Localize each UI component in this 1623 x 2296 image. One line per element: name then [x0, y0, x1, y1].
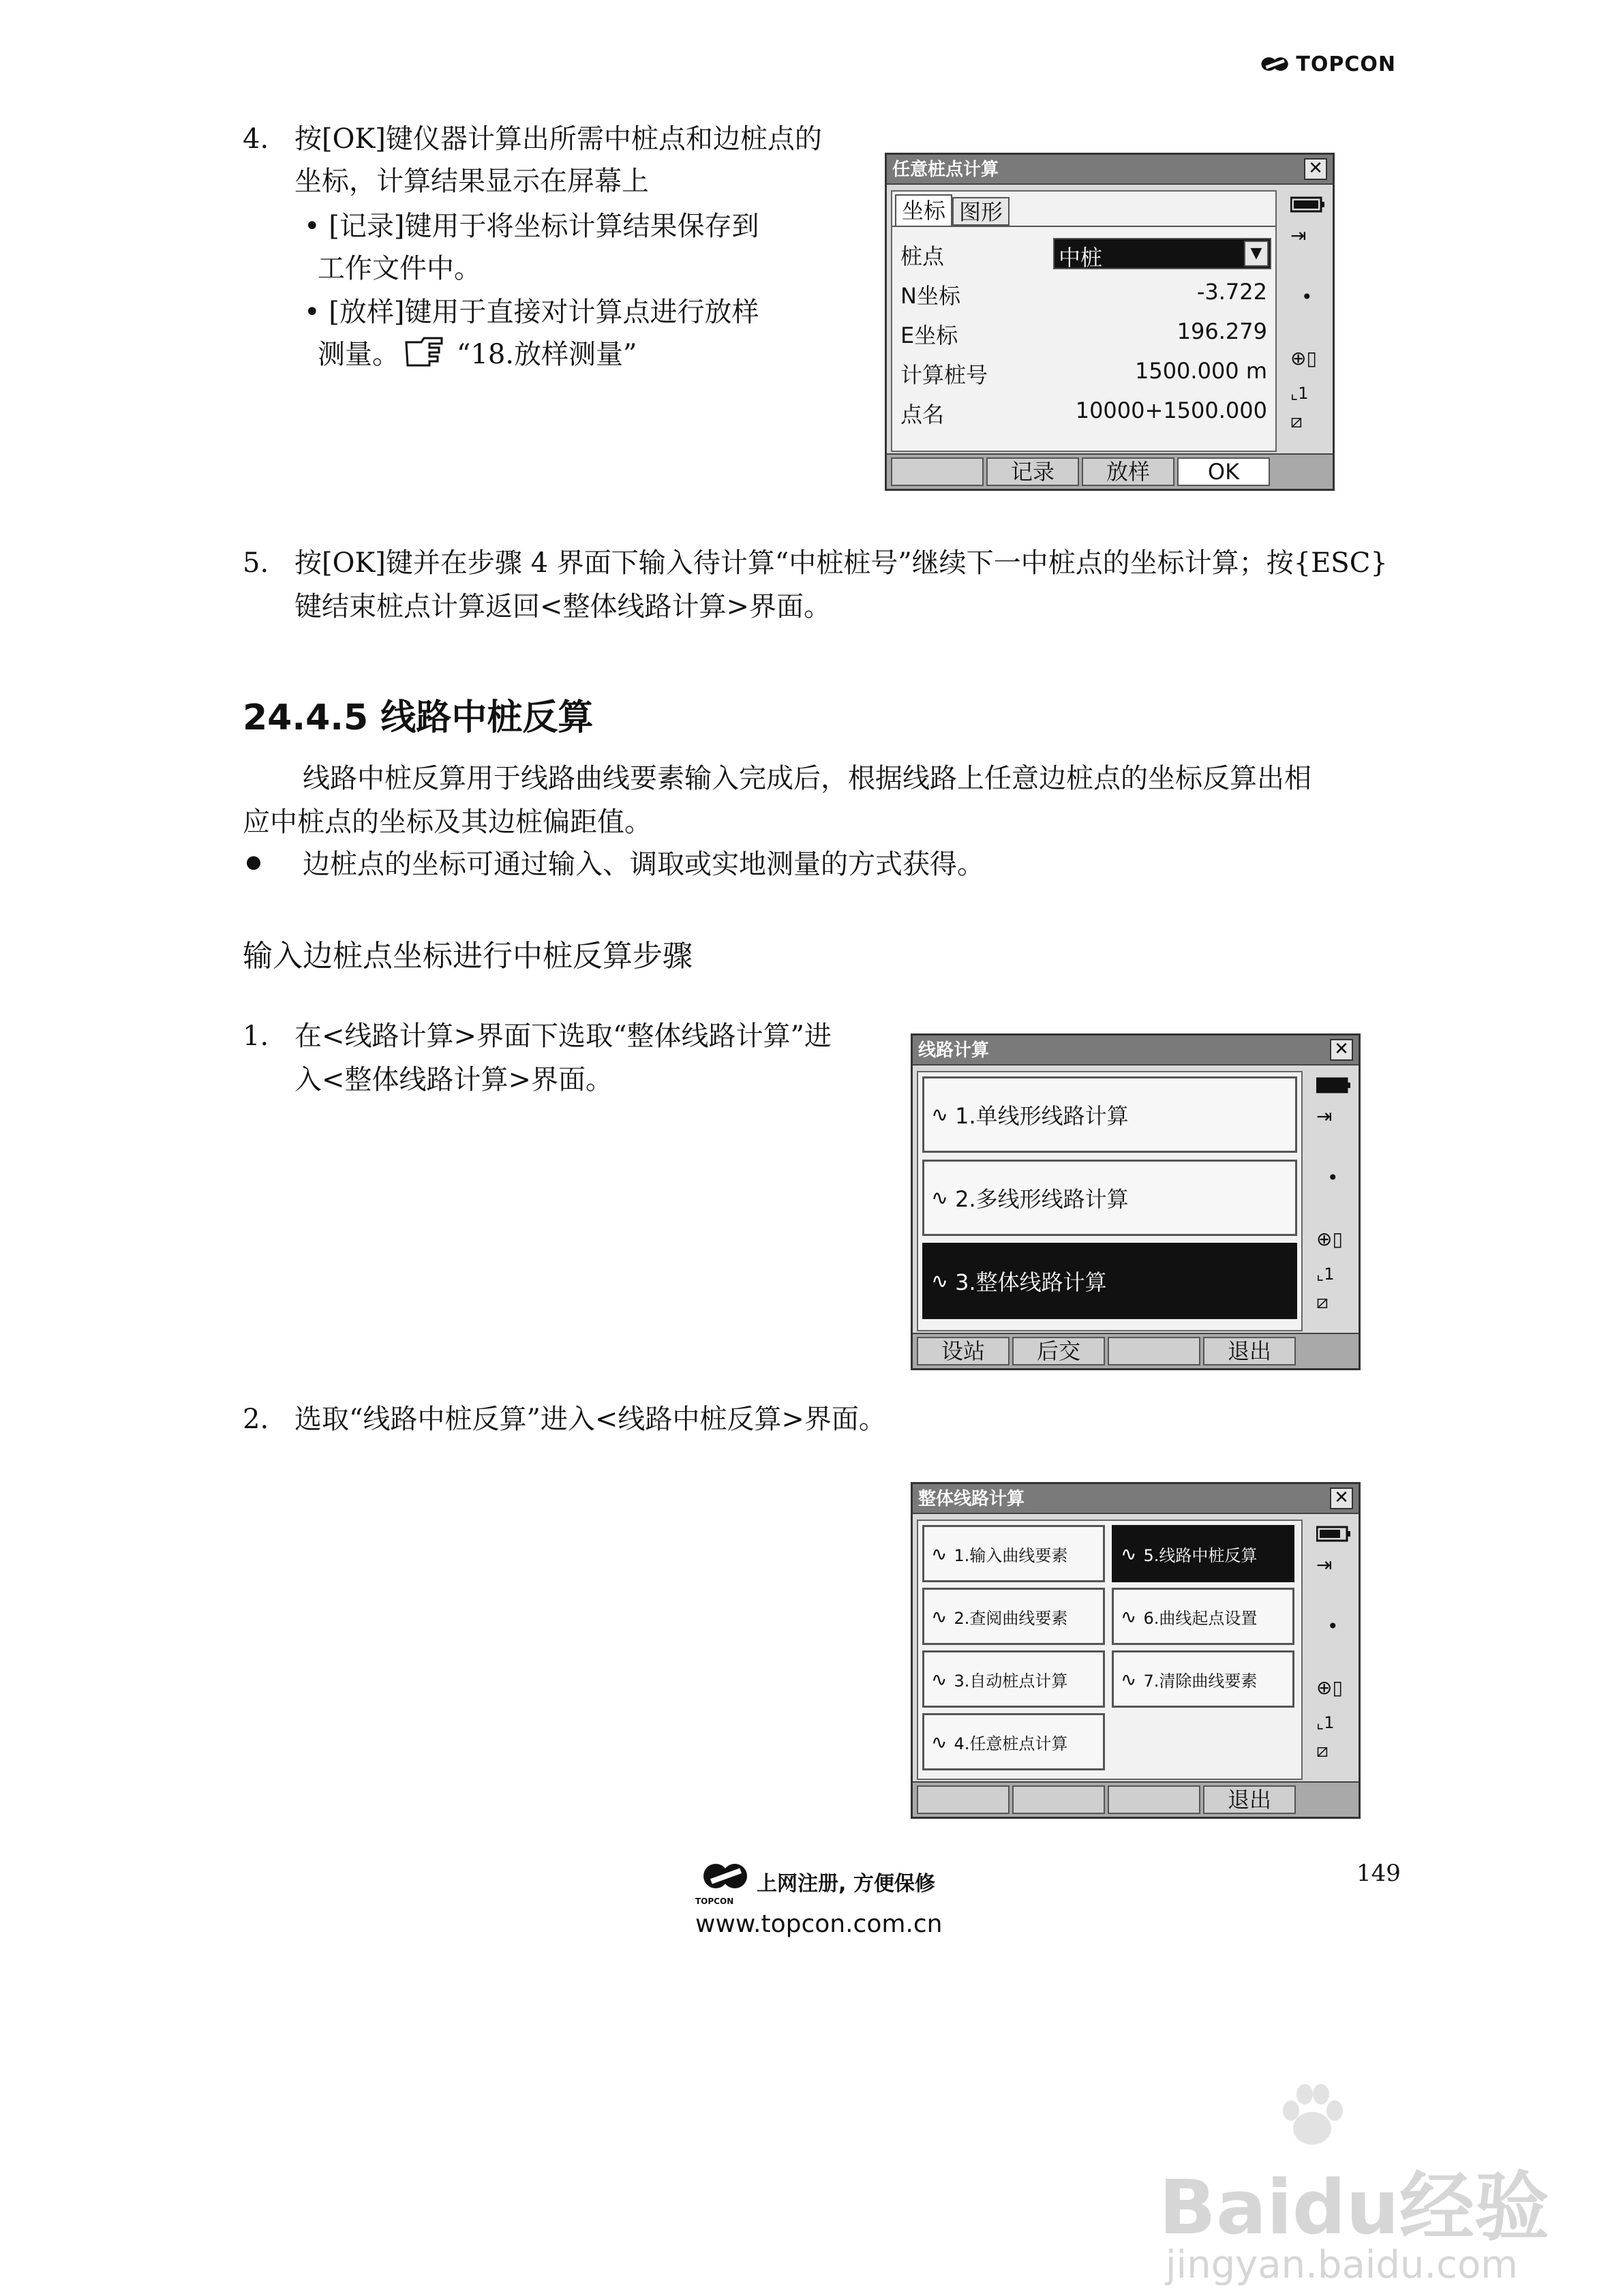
footer-slogan: 上网注册, 方便保修	[757, 1872, 935, 1896]
step2-number: 2.	[243, 1404, 269, 1435]
input-mode-icon: ⇥	[1290, 224, 1307, 247]
step4-line1: 按[OK]键仪器计算出所需中桩点和边桩点的	[294, 123, 822, 155]
menu-item-clear-curve[interactable]: ∿ 7.清除曲线要素	[1112, 1650, 1294, 1708]
value-point-name: 10000+1500.000	[1075, 397, 1267, 423]
screen1-status-bar	[1284, 190, 1331, 452]
menu-item-multi-alignment[interactable]: ∿ 2.多线形线路计算	[922, 1160, 1297, 1236]
pen-icon: ⧄	[1316, 1739, 1329, 1762]
curve-icon: ∿	[931, 1185, 949, 1210]
stake-point-select[interactable]	[1053, 238, 1271, 269]
status-dot-icon: •	[1327, 1615, 1339, 1637]
window-title: 任意桩点计算	[887, 155, 1333, 185]
screen-route-calc	[911, 1033, 1361, 1370]
curve-icon: ∿	[1121, 1605, 1137, 1628]
softkey-exit[interactable]: 退出	[1203, 1337, 1296, 1365]
value-n-coordinate: -3.722	[1196, 279, 1267, 305]
softkey-blank[interactable]	[1108, 1337, 1200, 1365]
step4-line2: 坐标，计算结果显示在屏幕上	[294, 166, 649, 197]
tab-graphic[interactable]: 图形	[952, 197, 1010, 226]
pen-icon: ⧄	[1316, 1290, 1329, 1313]
topcon-header-logo	[1260, 45, 1396, 83]
step5-line1: 按[OK]键并在步骤 4 界面下输入待计算“中桩桩号”继续下一中桩点的坐标计算；按{ESC}	[294, 547, 1388, 579]
status-dot-icon: •	[1327, 1166, 1339, 1189]
screen-whole-route-calc	[911, 1482, 1361, 1819]
softkey-stakeout[interactable]: 放样	[1082, 457, 1174, 486]
chevron-down-icon[interactable]: ▼	[1244, 241, 1269, 267]
section-para-line2: 应中桩点的坐标及其边桩偏距值。	[243, 806, 652, 838]
footer-logo	[695, 1854, 941, 1950]
prism-target-icon: ⊕▯	[1316, 1676, 1343, 1699]
status-dot-icon: •	[1301, 286, 1313, 308]
softkey-resection[interactable]: 后交	[1012, 1337, 1105, 1365]
section-bullet: 边桩点的坐标可通过输入、调取或实地测量的方式获得。	[303, 849, 984, 880]
value-calc-station: 1500.000 m	[1134, 358, 1267, 384]
curve-icon: ∿	[1121, 1542, 1137, 1565]
screen3-status-bar	[1309, 1520, 1357, 1780]
menu-item-curve-start[interactable]: ∿ 6.曲线起点设置	[1112, 1588, 1294, 1645]
softkey-ok[interactable]: OK	[1177, 457, 1270, 486]
prism-constant-icon: ⌞1	[1316, 1713, 1335, 1732]
battery-icon	[1290, 196, 1326, 218]
step4-number: 4.	[243, 123, 269, 155]
label-e-coordinate: E坐标	[900, 322, 958, 348]
page-number: 149	[1356, 1860, 1401, 1887]
curve-icon: ∿	[931, 1667, 947, 1691]
step5-number: 5.	[243, 547, 269, 579]
step5-line2: 键结束桩点计算返回<整体线路计算>界面。	[294, 591, 832, 622]
tab-coordinates[interactable]: 坐标	[895, 194, 952, 226]
step4-bullet1-line2: 工作文件中。	[318, 253, 481, 284]
bullet-dot	[247, 856, 260, 870]
label-point-name: 点名	[900, 402, 945, 427]
battery-icon	[1316, 1525, 1352, 1547]
menu-item-auto-stake[interactable]: ∿ 3.自动桩点计算	[922, 1650, 1105, 1708]
step1-line2: 入<整体线路计算>界面。	[294, 1064, 613, 1096]
label-calc-station: 计算桩号	[900, 362, 988, 388]
window-title: 整体线路计算	[913, 1484, 1359, 1514]
softkey-blank-1[interactable]	[917, 1785, 1010, 1814]
step2-line1: 选取“线路中桩反算”进入<线路中桩反算>界面。	[294, 1404, 886, 1435]
section-heading: 24.4.5 线路中桩反算	[243, 697, 594, 738]
paw-watermark-icon	[1275, 2079, 1350, 2154]
screen2-status-bar	[1309, 1071, 1357, 1331]
screen2-main-panel	[917, 1071, 1303, 1331]
label-stake-point: 桩点	[900, 243, 945, 269]
step1-number: 1.	[243, 1021, 269, 1052]
menu-item-view-curve[interactable]: ∿ 2.查阅曲线要素	[922, 1588, 1105, 1645]
step1-line1: 在<线路计算>界面下选取“整体线路计算”进	[294, 1021, 832, 1052]
screen1-softkey-bar	[887, 453, 1333, 489]
step4-bullet2-line2b: “18.放样测量”	[457, 339, 637, 370]
curve-icon: ∿	[931, 1269, 949, 1293]
step4-bullet2-line2a: 测量。	[318, 339, 399, 370]
screen3-main-panel	[917, 1520, 1303, 1780]
softkey-station-setup[interactable]: 设站	[917, 1337, 1010, 1365]
topcon-logo-icon	[1260, 48, 1290, 80]
softkey-blank[interactable]	[891, 457, 984, 486]
curve-icon: ∿	[931, 1542, 947, 1565]
screen-arbitrary-stake-calc	[885, 153, 1335, 491]
menu-item-input-curve[interactable]: ∿ 1.输入曲线要素	[922, 1525, 1105, 1582]
step4-bullet1-line1: • [记录]键用于将坐标计算结果保存到	[304, 211, 759, 242]
curve-icon: ∿	[931, 1102, 949, 1127]
menu-item-single-alignment[interactable]: ∿ 1.单线形线路计算	[922, 1076, 1297, 1153]
stake-point-value: 中桩	[1059, 245, 1103, 271]
prism-target-icon: ⊕▯	[1316, 1228, 1343, 1250]
softkey-record[interactable]: 记录	[986, 457, 1079, 486]
softkey-exit[interactable]: 退出	[1203, 1785, 1296, 1814]
section-subheading: 输入边桩点坐标进行中桩反算步骤	[243, 939, 693, 973]
input-mode-icon: ⇥	[1316, 1105, 1333, 1128]
label-n-coordinate: N坐标	[900, 283, 960, 309]
screen1-main-panel	[891, 190, 1277, 452]
screen3-softkey-bar	[913, 1781, 1359, 1817]
watermark-text: Baidu经验	[1159, 2164, 1549, 2251]
close-button[interactable]: ✕	[1304, 158, 1327, 180]
curve-icon: ∿	[1121, 1667, 1137, 1691]
watermark-url: jingyan.baidu.com	[1166, 2243, 1518, 2287]
header-brand: TOPCON	[1296, 52, 1396, 76]
prism-constant-icon: ⌞1	[1290, 384, 1309, 403]
screen2-softkey-bar	[913, 1333, 1359, 1368]
battery-icon	[1316, 1076, 1352, 1099]
close-button[interactable]: ✕	[1330, 1487, 1353, 1509]
curve-icon: ∿	[931, 1730, 947, 1753]
section-para-line1: 线路中桩反算用于线路曲线要素输入完成后，根据线路上任意边桩点的坐标反算出相	[303, 763, 1311, 794]
footer-brand: TOPCON	[695, 1897, 734, 1906]
menu-item-whole-route[interactable]: ∿ 3.整体线路计算	[922, 1243, 1297, 1319]
close-button[interactable]: ✕	[1330, 1039, 1353, 1061]
menu-item-inverse-center-stake[interactable]: ∿ 5.线路中桩反算	[1112, 1525, 1294, 1582]
prism-constant-icon: ⌞1	[1316, 1265, 1335, 1284]
softkey-blank-2[interactable]	[1012, 1785, 1105, 1814]
footer-url[interactable]: www.topcon.com.cn	[695, 1910, 943, 1938]
softkey-blank-3[interactable]	[1108, 1785, 1200, 1814]
pointing-hand-icon	[404, 334, 446, 368]
topcon-logo-icon	[701, 1858, 751, 1897]
input-mode-icon: ⇥	[1316, 1554, 1333, 1576]
step4-bullet2-line1: • [放样]键用于直接对计算点进行放样	[304, 297, 759, 328]
window-title: 线路计算	[913, 1036, 1359, 1066]
value-e-coordinate: 196.279	[1177, 318, 1267, 344]
prism-target-icon: ⊕▯	[1290, 347, 1317, 369]
curve-icon: ∿	[931, 1605, 947, 1628]
pen-icon: ⧄	[1290, 410, 1303, 432]
menu-item-arbitrary-stake[interactable]: ∿ 4.任意桩点计算	[922, 1713, 1105, 1770]
